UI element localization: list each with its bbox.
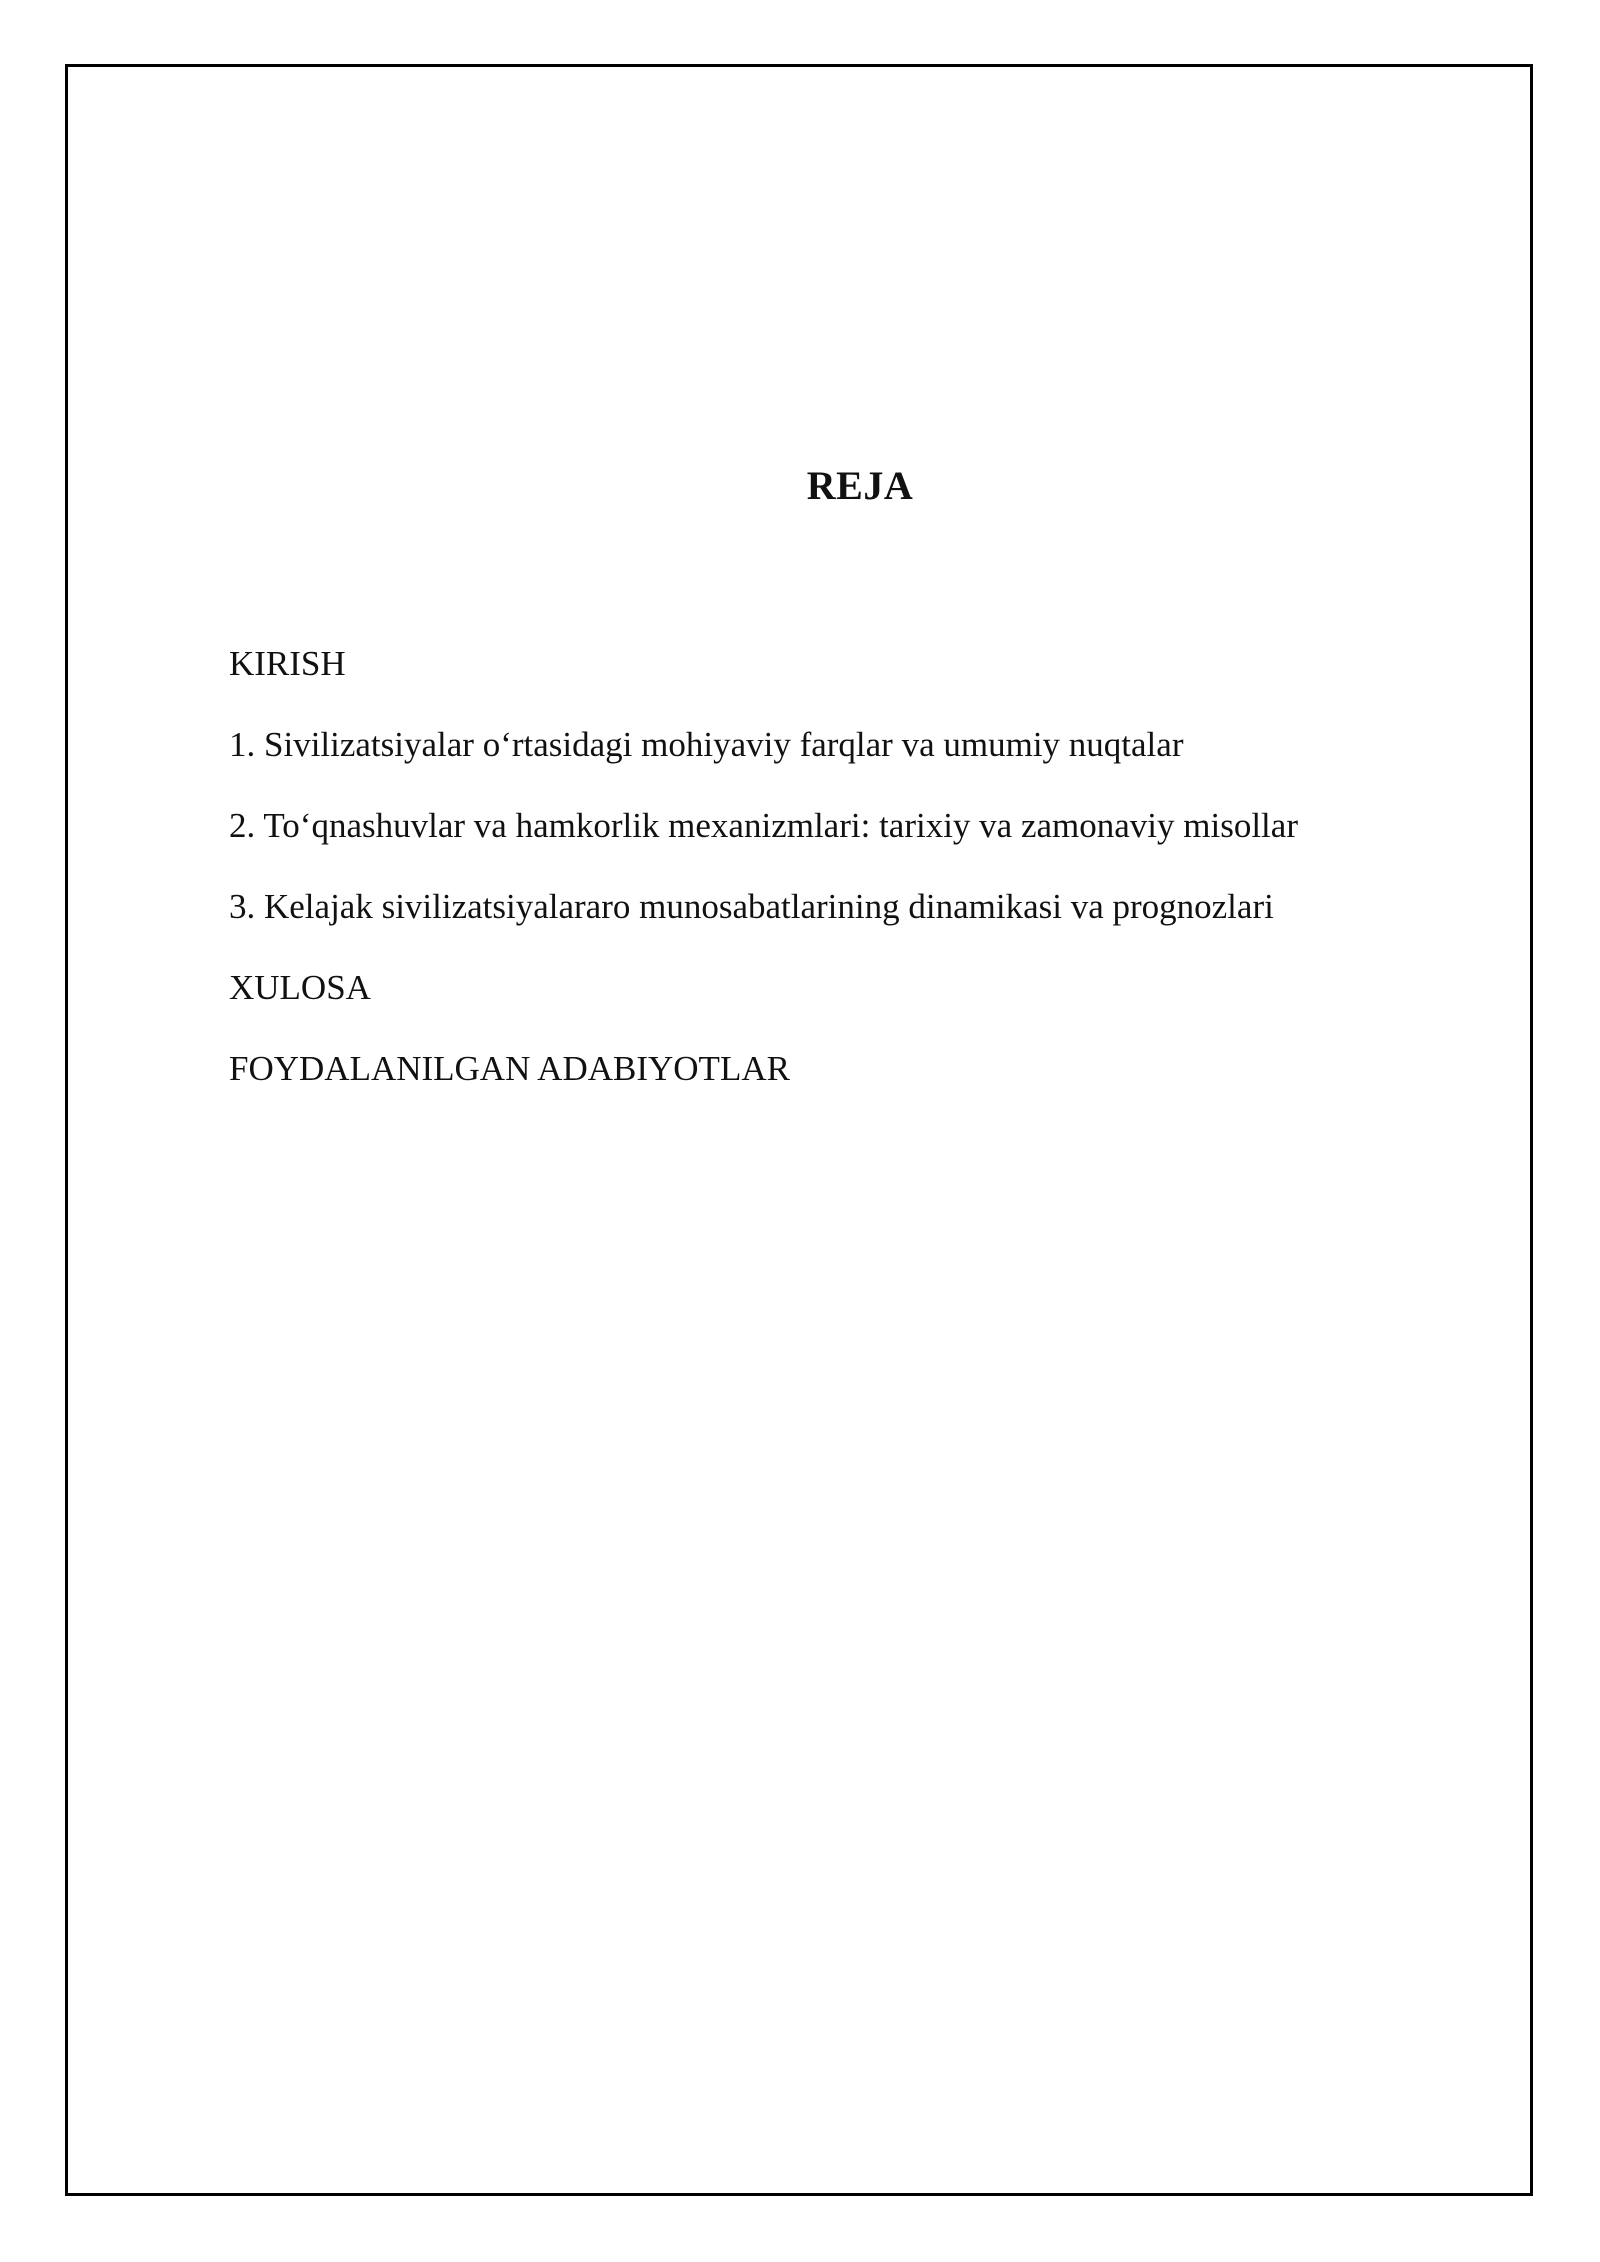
page-title: REJA [806,463,914,508]
table-of-contents [229,640,1489,1126]
toc-item-section-1: 1. Sivilizatsiyalar o‘rtasidagi mohiyaviy farqlar va umumiy nuqtalar [229,725,1184,764]
toc-item-section-3: 3. Kelajak sivilizatsiyalararo munosabatlarining dinamikasi va prognozlari [229,887,1274,926]
toc-item-introduction: KIRISH [229,644,346,683]
page-border [65,64,1533,2196]
toc-item-references: FOYDALANILGAN ADABIYOTLAR [229,1049,790,1088]
toc-item-conclusion: XULOSA [229,968,371,1007]
toc-item-section-2: 2. To‘qnashuvlar va hamkorlik mexanizmlari: tarixiy va zamonaviy misollar [229,806,1298,845]
